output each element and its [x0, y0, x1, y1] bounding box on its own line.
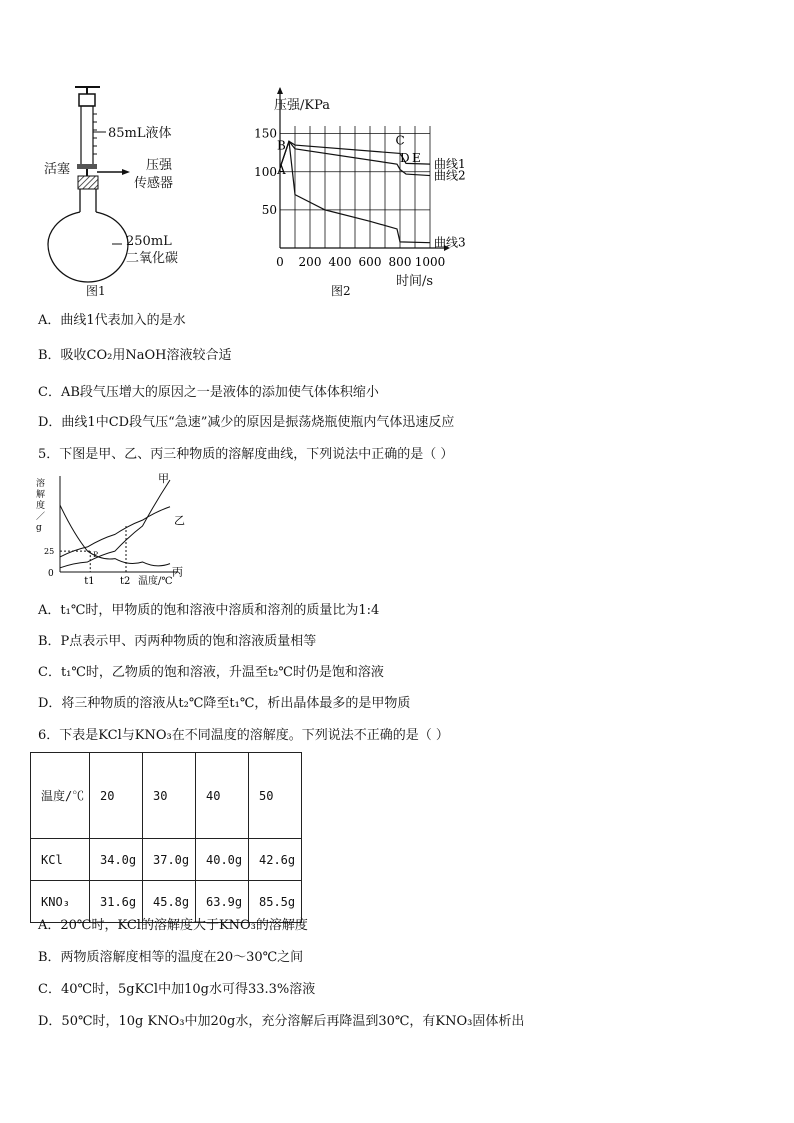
liquid-volume-label: 85mL液体 — [108, 126, 172, 141]
table-header-cell: 温度/℃ — [31, 753, 90, 839]
point-label: A — [277, 162, 286, 177]
point-label: D — [400, 151, 410, 166]
solubility-table — [30, 752, 302, 923]
table-cell: 45.8g — [143, 881, 196, 923]
table-cell: KCl — [31, 839, 90, 881]
y-tick-label: 0 — [48, 569, 54, 579]
q5-option-c: C．t₁℃时，乙物质的饱和溶液，升温至t₂℃时仍是饱和溶液 — [38, 665, 384, 680]
q5-option-a: A．t₁℃时，甲物质的饱和溶液中溶质和溶剂的质量比为1:4 — [38, 603, 380, 618]
y-axis-arrow — [277, 87, 283, 94]
table-header-cell: 30 — [143, 753, 196, 839]
solubility-chart-svg — [30, 472, 200, 594]
y-tick-label: 100 — [254, 164, 277, 179]
x-tick-label: t1 — [84, 576, 95, 587]
table-cell: 42.6g — [249, 839, 302, 881]
table-header-cell: 40 — [196, 753, 249, 839]
x-tick-label: 800 — [388, 255, 412, 269]
q6-option-d: D．50℃时，10g KNO₃中加20g水，充分溶解后再降温到30℃，有KNO₃固体析出 — [38, 1014, 525, 1029]
solubility-chart — [30, 472, 200, 594]
q6-option-c: C．40℃时，5gKCl中加10g水可得33.3%溶液 — [38, 982, 316, 997]
flask-gas-label: 二氧化碳 — [126, 251, 179, 266]
q5-option-d: D．将三种物质的溶液从t₂℃降至t₁℃，析出晶体最多的是甲物质 — [38, 696, 411, 711]
q4-option-c: C．AB段气压增大的原因之一是液体的添加使气体体积缩小 — [38, 385, 379, 400]
table-cell: KNO₃ — [31, 881, 90, 923]
sensor-label: 传感器 — [134, 176, 174, 191]
valve-label: 活塞 — [44, 162, 71, 177]
series-label: 曲线3 — [434, 235, 466, 250]
table-cell: 40.0g — [196, 839, 249, 881]
q6-stem: 6．下表是KCl与KNO₃在不同温度的溶解度。下列说法不正确的是（ ） — [38, 728, 449, 743]
x-tick-label: t2 — [120, 576, 131, 587]
table-row — [31, 839, 302, 881]
table-cell: 63.9g — [196, 881, 249, 923]
x-tick-label: 600 — [358, 255, 382, 269]
y-axis-label-char: g — [36, 523, 42, 533]
x-tick-label: 200 — [298, 255, 322, 269]
table-cell: 31.6g — [90, 881, 143, 923]
table-cell: 85.5g — [249, 881, 302, 923]
y-axis-label-char: ／ — [36, 512, 46, 522]
x-tick-label: 1000 — [414, 255, 446, 269]
y-axis-label-char: 解 — [36, 490, 46, 500]
q6-option-b: B．两物质溶解度相等的温度在20～30℃之间 — [38, 950, 304, 965]
point-label: B — [277, 138, 286, 153]
x-axis-label: 温度/℃ — [138, 576, 173, 587]
q5-stem: 5．下图是甲、乙、丙三种物质的溶解度曲线，下列说法中正确的是（ ） — [38, 447, 454, 462]
q5-option-b: B．P点表示甲、丙两种物质的饱和溶液质量相等 — [38, 634, 317, 649]
point-label: C — [395, 133, 405, 148]
curve-label: 丙 — [172, 565, 183, 579]
figure-2 — [240, 84, 480, 294]
q4-option-a: A．曲线1代表加入的是水 — [38, 313, 186, 328]
series-label: 曲线2 — [434, 168, 466, 183]
table-cell: 37.0g — [143, 839, 196, 881]
table-cell: 34.0g — [90, 839, 143, 881]
pressure-chart — [240, 84, 480, 294]
point-label: E — [412, 151, 421, 166]
x-tick-label: 400 — [328, 255, 352, 269]
series-label: 曲线1 — [434, 157, 466, 172]
curve-label: 乙 — [174, 514, 185, 528]
figure-1-caption: 图1 — [86, 284, 106, 298]
figure-2-caption: 图2 — [331, 284, 351, 298]
y-axis-label-char: 溶 — [36, 479, 46, 489]
table-row — [31, 753, 302, 839]
chart2-xlabel: 时间/s — [396, 274, 434, 289]
y-tick-label: 150 — [254, 126, 277, 141]
solubility-curve-2 — [60, 507, 170, 560]
q6-option-a: A．20℃时，KCl的溶解度大于KNO₃的溶解度 — [38, 918, 308, 933]
y-tick-label: 25 — [44, 547, 55, 557]
curve-label: 甲 — [158, 472, 169, 485]
table-row — [31, 881, 302, 923]
q4-option-d: D．曲线1中CD段气压“急速”减少的原因是振荡烧瓶使瓶内气体迅速反应 — [38, 415, 455, 430]
y-tick-label: 50 — [261, 202, 277, 217]
solubility-curve-1 — [60, 480, 170, 568]
table-header-cell: 20 — [90, 753, 143, 839]
q4-option-b: B．吸收CO₂用NaOH溶液较合适 — [38, 348, 232, 363]
point-p-label: P — [93, 551, 98, 560]
chart2-ylabel: 压强/KPa — [274, 98, 331, 113]
flask-volume-label: 250mL — [126, 234, 172, 249]
table-header-cell: 50 — [249, 753, 302, 839]
pressure-label: 压强 — [146, 158, 173, 173]
x-tick-label: 0 — [276, 255, 284, 269]
y-axis-label-char: 度 — [36, 501, 46, 511]
